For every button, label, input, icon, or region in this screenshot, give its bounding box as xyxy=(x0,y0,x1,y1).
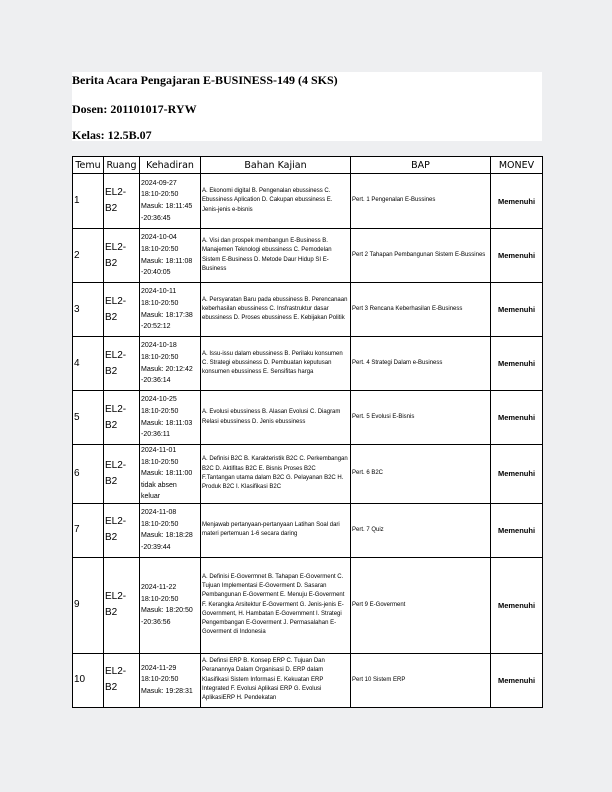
cell-monev: Memenuhi xyxy=(491,391,543,445)
kehadiran-line: 2024-10-04 xyxy=(141,234,177,242)
kehadiran-line: 2024-11-01 xyxy=(141,447,177,454)
table-row xyxy=(73,503,543,557)
kehadiran-line: 2024-11-29 xyxy=(141,664,177,672)
cell-bap: Pert 2 Tahapan Pembangunan Sistem E-Bussines xyxy=(351,229,491,283)
cell-bap: Pert 3 Rencana Keberhasilan E-Business xyxy=(351,283,491,337)
class-line: Kelas: 12.5B.07 xyxy=(72,128,152,142)
kehadiran-line: keluar xyxy=(141,493,161,501)
cell-temu: 6 xyxy=(73,445,104,504)
kehadiran-line: 18:10-20:50 xyxy=(141,458,179,466)
cell-bahan-kajian: A. Ekonomi digital B. Pengenalan ebussiness C. Ebussiness Aplication D. Cakupan ebussiness E. Jenis-jenis e-bisnis xyxy=(201,174,351,229)
col-header-kehadiran: Kehadiran xyxy=(140,157,201,174)
kehadiran-line: Masuk: 20:12:42 xyxy=(141,365,193,373)
cell-ruang: EL2-B2 xyxy=(104,653,140,707)
kehadiran-line: 2024-11-08 xyxy=(141,509,177,517)
cell-monev: Memenuhi xyxy=(491,653,543,707)
cell-ruang: EL2-B2 xyxy=(104,503,140,557)
cell-ruang: EL2-B2 xyxy=(104,337,140,391)
kehadiran-line: 18:10-20:50 xyxy=(141,595,179,603)
kehadiran-line: 18:10-20:50 xyxy=(141,245,179,253)
cell-bahan-kajian: A. Issu-issu dalam ebussiness B. Perilaku konsumen C. Strategi ebussiness D. Pembuatan keputusan konsumen ebussiness E. Sensifitas harga xyxy=(201,337,351,391)
cell-temu: 2 xyxy=(73,229,104,283)
cell-bahan-kajian: A. Evolusi ebussiness B. Alasan Evolusi C. Diagram Relasi ebussiness D. Jenis ebussiness xyxy=(201,391,351,445)
cell-temu: 4 xyxy=(73,337,104,391)
kehadiran-line: Masuk: 19:28:31 xyxy=(141,688,193,695)
cell-temu: 5 xyxy=(73,391,104,445)
cell-bap: Pert 10 Sistem ERP xyxy=(351,653,491,707)
kehadiran-line: -20:36:14 xyxy=(141,377,171,385)
table-row xyxy=(73,283,543,337)
cell-temu: 10 xyxy=(73,653,104,707)
cell-kehadiran xyxy=(140,503,201,557)
table-row xyxy=(73,174,543,229)
cell-bap: Pert. 6 B2C xyxy=(351,445,491,504)
kehadiran-line: -20:36:11 xyxy=(141,431,171,439)
kehadiran-line: -20:39:44 xyxy=(141,543,171,551)
cell-temu: 3 xyxy=(73,283,104,337)
kehadiran-line: 2024-09-27 xyxy=(141,179,177,187)
cell-kehadiran xyxy=(140,445,201,504)
table-row xyxy=(73,653,543,707)
kehadiran-line: -20:40:05 xyxy=(141,269,171,277)
cell-monev: Memenuhi xyxy=(491,283,543,337)
cell-bap: Pert. 5 Evolusi E-Bisnis xyxy=(351,391,491,445)
col-header-bap: BAP xyxy=(351,157,491,174)
cell-kehadiran xyxy=(140,337,201,391)
cell-temu: 9 xyxy=(73,557,104,653)
kehadiran-line: 18:10-20:50 xyxy=(141,299,179,307)
kehadiran-line: Masuk: 18:11:00 xyxy=(141,470,193,478)
table-row xyxy=(73,557,543,653)
cell-monev: Memenuhi xyxy=(491,337,543,391)
cell-bahan-kajian: A. Definisi B2C B. Karakteristik B2C C. Perkembangan B2C D. Aktifitas B2C E. Bisnis Proses B2C F.Tantangan utama dalam B2C G. Pelayanan B2C H. Produk B2C I. Klasifikasi B2C xyxy=(201,445,351,504)
cell-bahan-kajian: A. Visi dan prospek membangun E-Business B. Manajemen Teknologi ebussiness C. Pemodelan Sistem E-Business D. Metode Daur Hidup SI E-Business xyxy=(201,229,351,283)
kehadiran-line: -20:36:45 xyxy=(141,214,171,222)
cell-ruang: EL2-B2 xyxy=(104,229,140,283)
table-header-row xyxy=(73,157,543,174)
cell-bap: Pert. 4 Strategi Dalam e-Business xyxy=(351,337,491,391)
kehadiran-line: 18:10-20:50 xyxy=(141,407,179,415)
kehadiran-line: tidak absen xyxy=(141,481,177,489)
cell-ruang: EL2-B2 xyxy=(104,283,140,337)
cell-ruang: EL2-B2 xyxy=(104,174,140,229)
kehadiran-line: 2024-11-22 xyxy=(141,584,177,592)
cell-temu: 7 xyxy=(73,503,104,557)
cell-kehadiran xyxy=(140,283,201,337)
cell-ruang: EL2-B2 xyxy=(104,445,140,504)
lecturer-line: Dosen: 201101017-RYW xyxy=(72,102,197,116)
kehadiran-line: -20:52:12 xyxy=(141,323,171,331)
cell-monev: Memenuhi xyxy=(491,445,543,504)
cell-bap: Pert. 1 Pengenalan E-Bussines xyxy=(351,174,491,229)
col-header-ruang: Ruang xyxy=(104,157,140,174)
kehadiran-line: 18:10-20:50 xyxy=(141,676,179,684)
kehadiran-line: 18:10-20:50 xyxy=(141,353,179,361)
cell-bahan-kajian: A. Definisi E-Govermnet B. Tahapan E-Goverment C. Tujuan Implementasi E-Goverment D. Sasaran Pembangunan E-Goverment E. Menuju E-Goverment F. Kerangka Arsitektur E-Goverment G. Jenis-jenis E-Government, H. Hambatan E-Government I. Strategi Pengembangan E-Goverment J. Permasalahan E-Goverment di Indonesia xyxy=(201,557,351,653)
table-row xyxy=(73,229,543,283)
col-header-temu: Temu xyxy=(73,157,104,174)
kehadiran-line: Masuk: 18:18:28 xyxy=(141,532,193,540)
cell-bahan-kajian: A. Definsi ERP B. Konsep ERP C. Tujuan Dan Peranannya Dalam Organisasi D. ERP dalam Klasifikasi Sistem Informasi E. Kekuatan ERP Integrated F. Evolusi Aplikasi ERP G. Evolusi AplikasiERP H. Pendekatan xyxy=(201,653,351,707)
kehadiran-line: Masuk: 18:20:50 xyxy=(141,607,193,615)
cell-bap: Pert. 7 Quiz xyxy=(351,503,491,557)
cell-kehadiran xyxy=(140,391,201,445)
table-row xyxy=(73,445,543,504)
course-title: Berita Acara Pengajaran E-BUSINESS-149 (4 SKS) xyxy=(72,73,338,87)
kehadiran-line: 2024-10-18 xyxy=(141,342,177,350)
col-header-monev: MONEV xyxy=(491,157,543,174)
cell-ruang: EL2-B2 xyxy=(104,391,140,445)
cell-kehadiran xyxy=(140,653,201,707)
kehadiran-line: Masuk: 18:11:03 xyxy=(141,419,193,427)
cell-monev: Memenuhi xyxy=(491,503,543,557)
cell-ruang: EL2-B2 xyxy=(104,557,140,653)
cell-bap: Pert 9 E-Goverment xyxy=(351,557,491,653)
kehadiran-line: Masuk: 18:17:38 xyxy=(141,311,193,319)
kehadiran-line: Masuk: 18:11:08 xyxy=(141,257,193,265)
cell-kehadiran xyxy=(140,557,201,653)
kehadiran-line: Masuk: 18:11:45 xyxy=(141,203,193,210)
table-row xyxy=(73,337,543,391)
table-row xyxy=(73,391,543,445)
kehadiran-line: 2024-10-25 xyxy=(141,396,177,404)
kehadiran-line: 2024-10-11 xyxy=(141,288,177,296)
cell-bahan-kajian: Menjawab pertanyaan-pertanyaan Latihan Soal dari materi pertemuan 1-6 secara daring xyxy=(201,503,351,557)
kehadiran-line: 18:10-20:50 xyxy=(141,191,179,199)
bap-table xyxy=(72,156,543,708)
kehadiran-line: -20:36:56 xyxy=(141,618,171,626)
cell-monev: Memenuhi xyxy=(491,229,543,283)
cell-monev: Memenuhi xyxy=(491,174,543,229)
kehadiran-line: 18:10-20:50 xyxy=(141,520,179,528)
col-header-bahan-kajian: Bahan Kajian xyxy=(201,157,351,174)
cell-bahan-kajian: A. Persyaratan Baru pada ebussiness B. Perencanaan keberhasilan ebussiness C. Insfrastruktur dasar ebussiness D. Proses ebussiness E. Kebijakan Politik xyxy=(201,283,351,337)
cell-kehadiran xyxy=(140,174,201,229)
cell-temu: 1 xyxy=(73,174,104,229)
cell-kehadiran xyxy=(140,229,201,283)
cell-monev: Memenuhi xyxy=(491,557,543,653)
